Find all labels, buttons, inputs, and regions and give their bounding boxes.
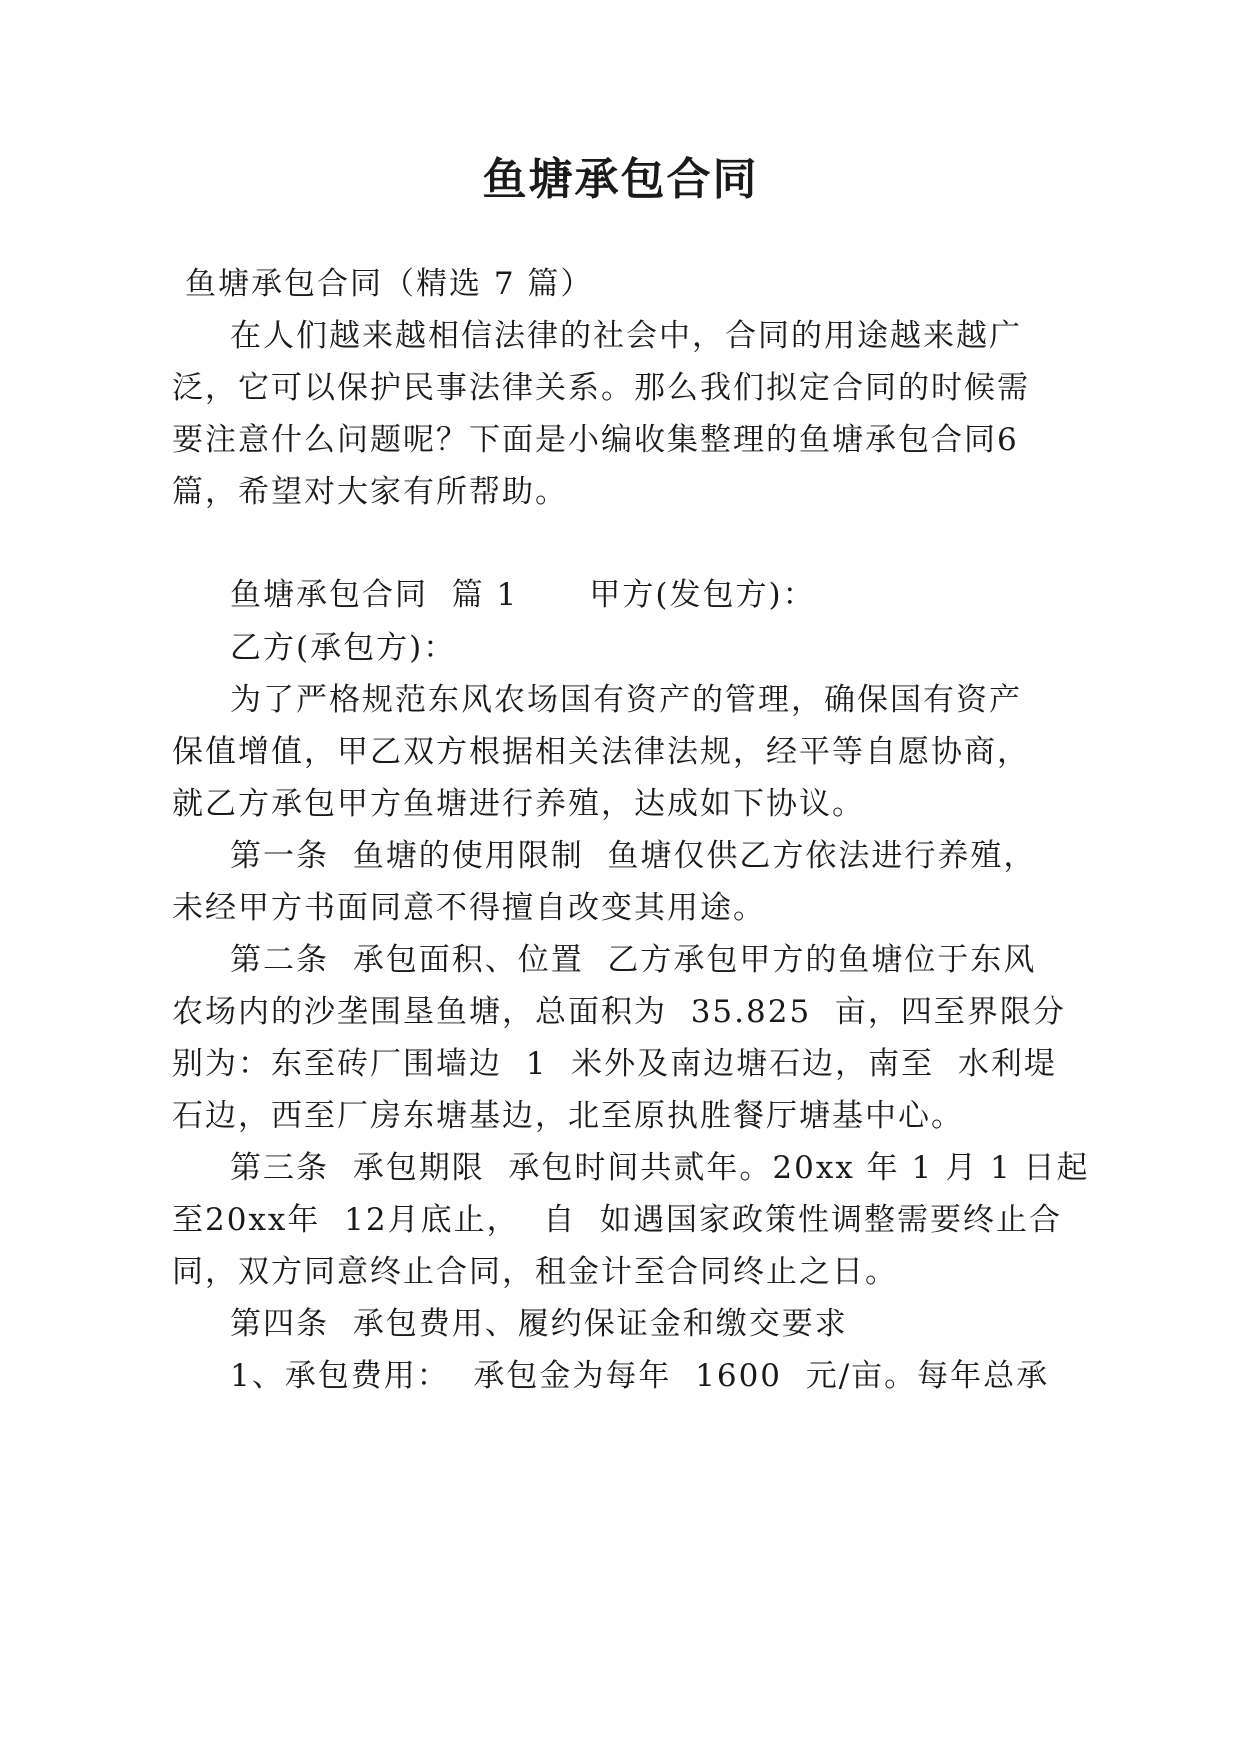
paragraph-line: 为了严格规范东风农场国有资产的管理，确保国有资产 [230,682,1022,718]
paragraph-line: 在人们越来越相信法律的社会中，合同的用途越来越广 [230,318,1022,354]
paragraph-line: 第四条 承包费用、履约保证金和缴交要求 [230,1306,848,1342]
paragraph-line: 第一条 鱼塘的使用限制 鱼塘仅供乙方依法进行养殖， [230,838,1037,874]
paragraph-line: 第二条 承包面积、位置 乙方承包甲方的鱼塘位于东风 [230,942,1037,978]
section-heading-line: 鱼塘承包合同 篇 1 甲方(发包方)： [230,577,816,613]
paragraph-line: 第三条 承包期限 承包时间共贰年。20xx 年 1 月 1 日起 [230,1150,1090,1186]
paragraph-line: 农场内的沙垄围垦鱼塘，总面积为 35.825 亩，四至界限分 [172,994,1066,1030]
paragraph-line: 就乙方承包甲方鱼塘进行养殖，达成如下协议。 [172,786,865,822]
paragraph-line: 同，双方同意终止合同，租金计至合同终止之日。 [172,1254,898,1290]
paragraph-line: 乙方(承包方)： [230,630,457,666]
paragraph-line: 泛，它可以保护民事法律关系。那么我们拟定合同的时候需 [172,370,1030,406]
paragraph-line: 未经甲方书面同意不得擅自改变其用途。 [172,890,766,926]
subtitle-line: 鱼塘承包合同（精选 7 篇） [185,266,594,302]
paragraph-line: 1、承包费用： 承包金为每年 1600 元/亩。每年总承 [230,1358,1050,1394]
paragraph-line: 要注意什么问题呢？下面是小编收集整理的鱼塘承包合同6 [172,422,1019,458]
paragraph-line: 石边，西至厂房东塘基边，北至原执胜餐厅塘基中心。 [172,1098,964,1134]
paragraph-line: 篇，希望对大家有所帮助。 [172,474,568,510]
paragraph-line: 至20xx年 12月底止， 自 如遇国家政策性调整需要终止合 [172,1202,1062,1238]
paragraph-line: 保值增值，甲乙双方根据相关法律法规，经平等自愿协商， [172,734,1030,770]
document-title: 鱼塘承包合同 [482,154,759,205]
paragraph-line: 别为：东至砖厂围墙边 1 米外及南边塘石边，南至 水利堤 [172,1046,1057,1082]
